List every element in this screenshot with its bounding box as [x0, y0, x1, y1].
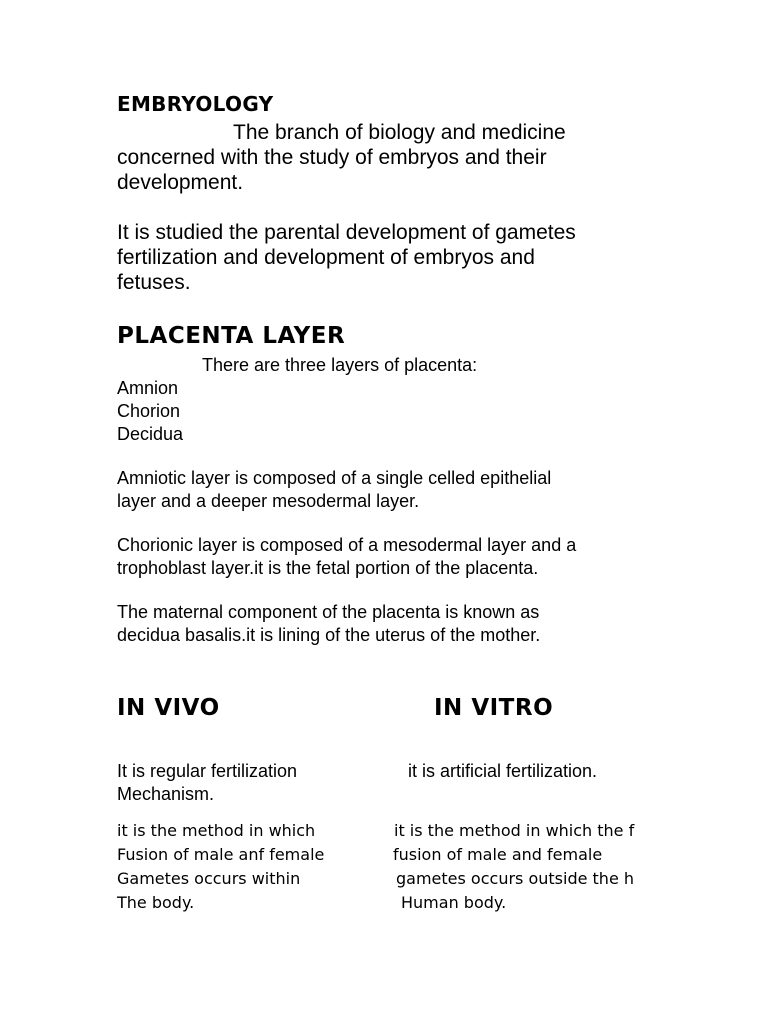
maternal-description-line1: The maternal component of the placenta is known as [117, 602, 540, 622]
embryology-definition-line3: development. [117, 171, 244, 194]
embryology-paragraph-line3: fetuses. [117, 271, 191, 294]
placenta-intro: There are three layers of placenta: [202, 355, 478, 375]
placenta-heading: PLACENTA LAYER [117, 323, 346, 349]
placenta-layer-amnion: Amnion [117, 378, 179, 398]
chorionic-description-line2: trophoblast layer.it is the fetal portion of the placenta. [117, 558, 539, 578]
in-vivo-method-line2: Fusion of male anf female [117, 845, 325, 864]
placenta-layer-chorion: Chorion [117, 401, 181, 421]
in-vitro-method-line3: gametes occurs outside the h [396, 869, 635, 888]
embryology-definition-line1: The branch of biology and medicine [233, 121, 566, 144]
embryology-definition-line2: concerned with the study of embryos and their [117, 146, 547, 169]
in-vivo-method-line3: Gametes occurs within [117, 869, 301, 888]
placenta-layer-decidua: Decidua [117, 424, 184, 444]
in-vitro-method-line4: Human body. [401, 893, 507, 912]
in-vitro-method-line1: it is the method in which the f [394, 821, 635, 840]
embryology-paragraph-line1: It is studied the parental development of gametes [117, 221, 576, 244]
maternal-description-line2: decidua basalis.it is lining of the uterus of the mother. [117, 625, 541, 645]
amniotic-description-line2: layer and a deeper mesodermal layer. [117, 491, 420, 511]
in-vivo-method-line1: it is the method in which [117, 821, 316, 840]
in-vivo-desc-line1: It is regular fertilization [117, 761, 298, 781]
embryology-paragraph-line2: fertilization and development of embryos and [117, 246, 535, 269]
in-vivo-method-line4: The body. [117, 893, 195, 912]
in-vivo-heading: IN VIVO [117, 695, 220, 721]
embryology-heading: EMBRYOLOGY [117, 92, 274, 116]
in-vitro-heading: IN VITRO [434, 695, 554, 721]
in-vivo-desc-line2: Mechanism. [117, 784, 215, 804]
chorionic-description-line1: Chorionic layer is composed of a mesodermal layer and a [117, 535, 577, 555]
amniotic-description-line1: Amniotic layer is composed of a single celled epithelial [117, 468, 552, 488]
in-vitro-method-line2: fusion of male and female [393, 845, 603, 864]
in-vitro-desc: it is artificial fertilization. [408, 761, 598, 781]
